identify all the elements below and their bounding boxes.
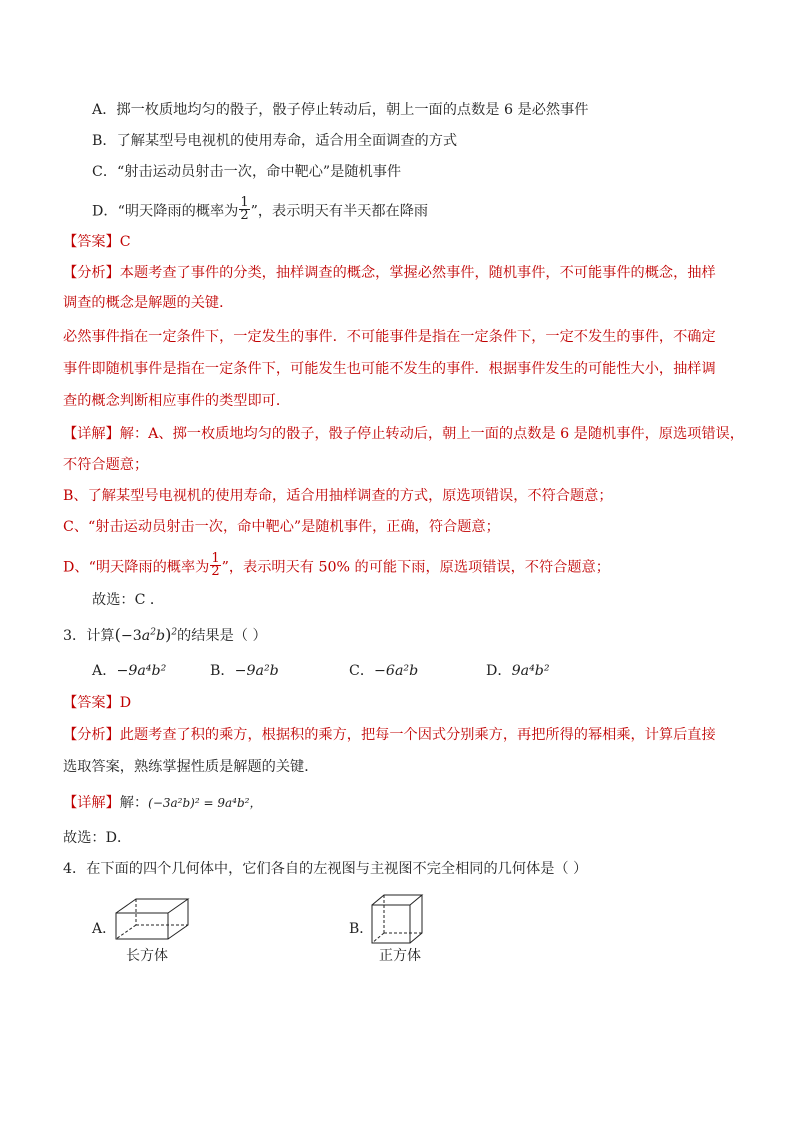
q3-exp-a: 2 bbox=[150, 627, 156, 638]
q2-detail-line-4: C、“射击运动员射击一次，命中靶心”是随机事件，正确，符合题意； bbox=[63, 519, 500, 535]
fraction-numerator: 1 bbox=[240, 195, 249, 210]
q2-answer bbox=[63, 233, 131, 251]
q2-detail-line-2: 不符合题意； bbox=[63, 457, 149, 473]
q2-analysis-line-1 bbox=[63, 264, 716, 282]
q4-option-a-caption: 长方体 bbox=[126, 948, 168, 964]
detail-d-suffix: ”，表示明天有 50% 的可能下雨，原选项错误，不符合题意； bbox=[221, 559, 610, 576]
q2-option-d-fraction bbox=[239, 197, 249, 222]
option-value: 9a⁴b² bbox=[511, 663, 550, 679]
q3-question bbox=[63, 626, 267, 645]
q2-option-a: A．掷一枚质地均匀的骰子，骰子停止转动后，朝上一面的点数是 6 是必然事件 bbox=[92, 102, 589, 118]
q3-option-d bbox=[486, 662, 550, 680]
analysis-tag: 【分析】 bbox=[63, 265, 120, 281]
q2-choice: 故选：C ． bbox=[92, 592, 165, 608]
answer-value: C bbox=[119, 234, 131, 250]
fraction-numerator: 1 bbox=[211, 551, 220, 566]
option-value: −6a²b bbox=[374, 663, 419, 679]
q3-option-a bbox=[92, 662, 166, 680]
q2-option-d-suffix: ”，表示明天有半天都在降雨 bbox=[250, 203, 429, 220]
q2-detail-line-1 bbox=[63, 425, 744, 443]
q3-option-b bbox=[210, 662, 279, 680]
q3-expression: $(-3a^2b)^2$ bbox=[114, 625, 178, 644]
detail-tag: 【详解】 bbox=[63, 426, 120, 442]
option-label: B． bbox=[210, 663, 235, 679]
q2-option-d-prefix: D．“明天降雨的概率为 bbox=[92, 203, 239, 220]
detail-prefix: 解： bbox=[119, 795, 149, 811]
q3-number: 3．计算 bbox=[63, 628, 115, 644]
fraction-denominator: 2 bbox=[211, 564, 220, 579]
option-value: −9a⁴b² bbox=[116, 663, 167, 679]
answer-tag: 【答案】 bbox=[63, 695, 120, 711]
detail-text: 解：A、掷一枚质地均匀的骰子，骰子停止转动后，朝上一面的点数是 6 是随机事件，原选项错误， bbox=[119, 426, 744, 442]
q2-detail-line-3: B、了解某型号电视机的使用寿命，适合用抽样调查的方式，原选项错误，不符合题意； bbox=[63, 488, 613, 504]
q4-question: 4．在下面的四个几何体中，它们各自的左视图与主视图不完全相同的几何体是（ ） bbox=[63, 861, 588, 877]
q2-analysis-line-5: 查的概念判断相应事件的类型即可． bbox=[63, 393, 291, 409]
q3-outer-exp: 2 bbox=[171, 627, 178, 638]
option-value: −9a²b bbox=[234, 663, 279, 679]
q3-tail: 的结果是（ ） bbox=[177, 628, 267, 644]
q4-option-b-label: B． bbox=[349, 921, 374, 937]
q2-option-b: B．了解某型号电视机的使用寿命，适合用全面调查的方式 bbox=[92, 133, 458, 149]
analysis-text: 此题考查了积的乘方，根据积的乘方，把每一个因式分别乘方，再把所得的幂相乘，计算后直接 bbox=[119, 727, 716, 743]
cube-figure bbox=[370, 893, 430, 945]
answer-value: D bbox=[119, 695, 132, 711]
q3-var-a: a bbox=[141, 628, 151, 644]
q2-option-d bbox=[92, 195, 429, 224]
q3-analysis-line-2: 选取答案，熟练掌握性质是解题的关键． bbox=[63, 759, 319, 775]
q3-var-b: b bbox=[155, 628, 166, 644]
detail-formula: (−3a²b)² = 9a⁴b²， bbox=[148, 796, 262, 810]
cuboid-figure bbox=[114, 895, 194, 945]
q3-analysis-line-1 bbox=[63, 726, 716, 744]
option-label: C． bbox=[349, 663, 375, 679]
q4-option-a-label: A． bbox=[92, 921, 117, 937]
q3-choice: 故选：D． bbox=[63, 830, 132, 846]
detail-d-prefix: D、“明天降雨的概率为 bbox=[63, 559, 210, 576]
q4-option-b-caption: 正方体 bbox=[379, 948, 421, 964]
fraction-denominator: 2 bbox=[240, 208, 249, 223]
option-label: A． bbox=[92, 663, 117, 679]
q3-coef: −3 bbox=[120, 628, 142, 644]
option-label: D． bbox=[486, 663, 512, 679]
q2-option-c: C．“射击运动员射击一次，命中靶心”是随机事件 bbox=[92, 164, 402, 180]
analysis-tag: 【分析】 bbox=[63, 727, 120, 743]
q2-detail-fraction bbox=[210, 553, 220, 578]
detail-tag: 【详解】 bbox=[63, 795, 120, 811]
q2-analysis-line-2: 调查的概念是解题的关键． bbox=[63, 295, 234, 311]
q3-option-c bbox=[349, 662, 418, 680]
q3-answer bbox=[63, 694, 131, 712]
analysis-text: 本题考查了事件的分类，抽样调查的概念，掌握必然事件，随机事件，不可能事件的概念，抽样 bbox=[119, 265, 716, 281]
q2-analysis-line-4: 事件即随机事件是指在一定条件下，可能发生也可能不发生的事件．根据事件发生的可能性大小，抽样调 bbox=[63, 361, 716, 377]
q2-analysis-line-3: 必然事件指在一定条件下，一定发生的事件．不可能事件是指在一定条件下，一定不发生的事件，不确定 bbox=[63, 329, 716, 345]
q2-detail-line-5 bbox=[63, 551, 610, 580]
answer-tag: 【答案】 bbox=[63, 234, 120, 250]
q3-detail bbox=[63, 794, 261, 812]
